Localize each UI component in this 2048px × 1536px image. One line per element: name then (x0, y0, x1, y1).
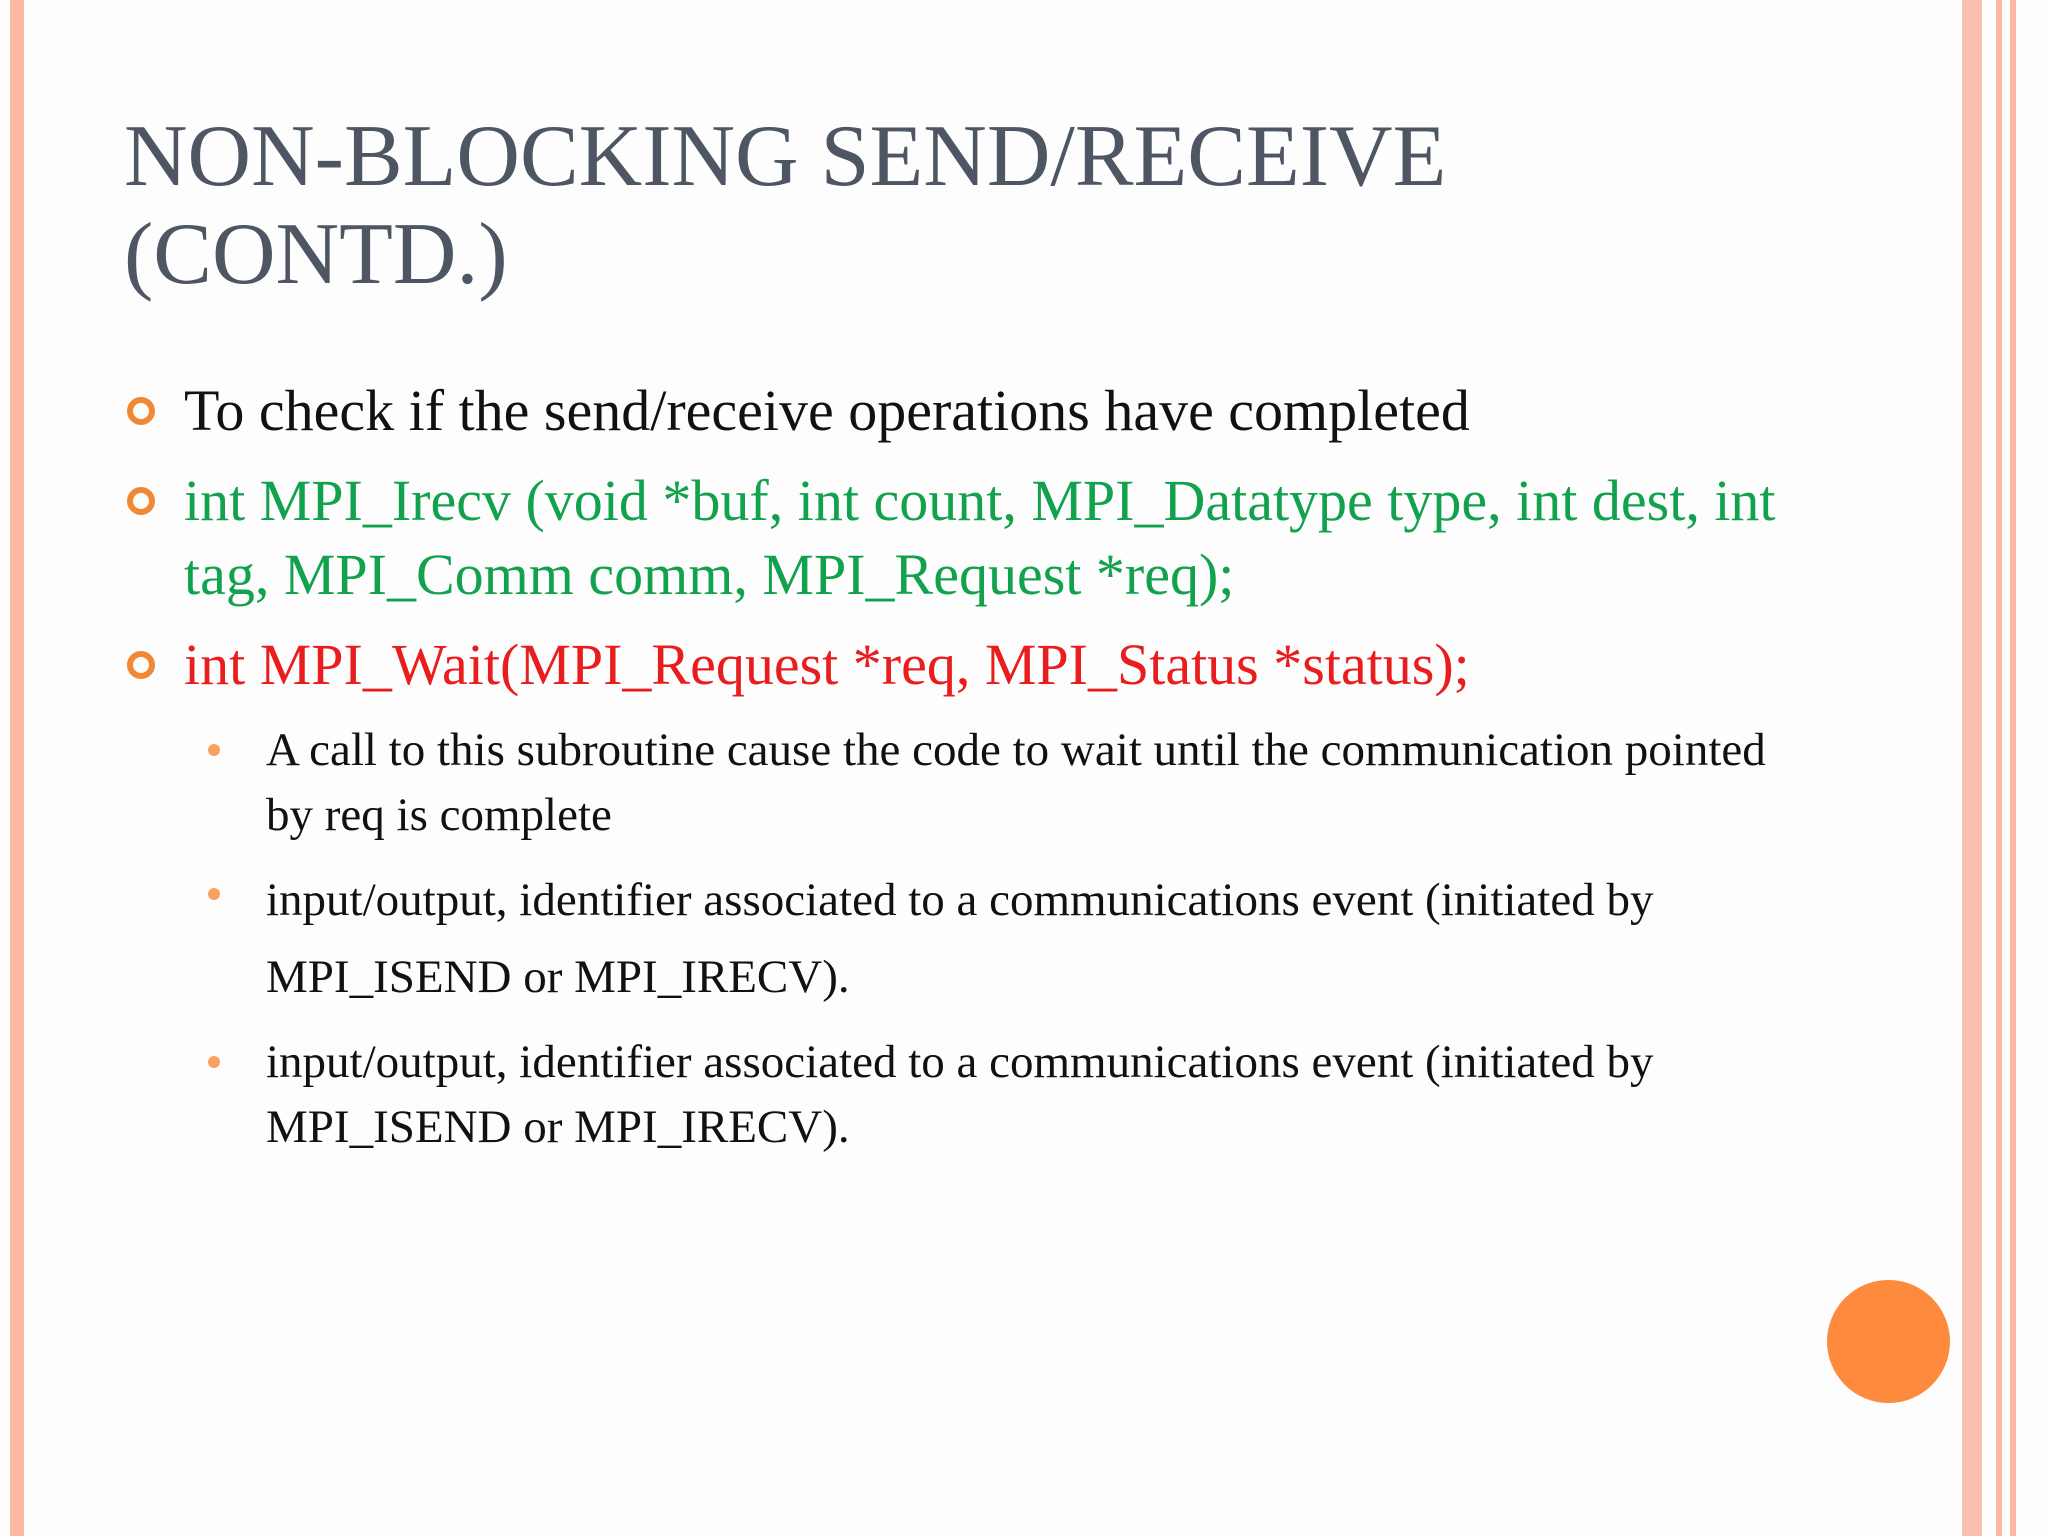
sub-bullet-text: input/output, identifier associated to a communications event (initiated by MPI_ISEND or MPI_IRECV). (266, 874, 1654, 1003)
dot-bullet-icon (208, 744, 220, 756)
dot-bullet-icon (208, 1056, 220, 1068)
decorative-circle (1827, 1280, 1950, 1403)
right-border-stripe-thin (1996, 0, 2002, 1536)
ring-bullet-icon (127, 487, 155, 515)
right-border-stripe-thin (2010, 0, 2016, 1536)
bullet-text: int MPI_Irecv (void *buf, int count, MPI_Datatype type, int dest, int tag, MPI_Comm comm, MPI_Request *req); (184, 468, 1776, 607)
slide-title: NON-BLOCKING SEND/RECEIVE (CONTD.) (124, 108, 1447, 303)
ring-bullet-icon (127, 651, 155, 679)
slide-body (124, 374, 1824, 1174)
bullet-text: int MPI_Wait(MPI_Request *req, MPI_Status *status); (184, 632, 1470, 697)
sub-bullet-item (124, 862, 1824, 1016)
sub-bullet-item (124, 1030, 1824, 1160)
bullet-item (124, 464, 1824, 612)
right-border-stripe-wide (1962, 0, 1982, 1536)
bullet-item (124, 374, 1824, 448)
sub-bullet-text: input/output, identifier associated to a communications event (initiated by MPI_ISEND or MPI_IRECV). (266, 1036, 1654, 1153)
sub-bullet-text: A call to this subroutine cause the code to wait until the communication pointed by req is complete (266, 724, 1766, 841)
sub-bullet-item (124, 718, 1824, 848)
ring-bullet-icon (127, 397, 155, 425)
left-border-stripe (10, 0, 24, 1536)
dot-bullet-icon (208, 888, 220, 900)
bullet-text: To check if the send/receive operations have completed (184, 378, 1470, 443)
bullet-item (124, 628, 1824, 702)
